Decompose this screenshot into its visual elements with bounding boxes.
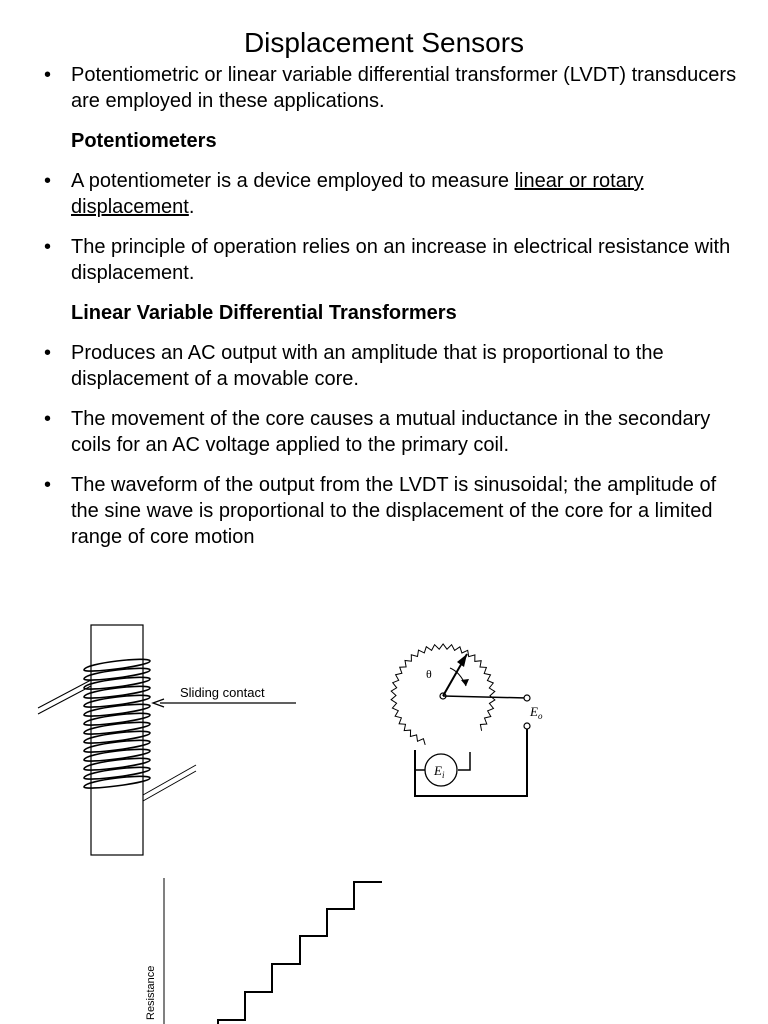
bullet-text: The movement of the core causes a mutual inductance in the secondary coils for an AC voltage applied to the primary coil.: [71, 408, 711, 456]
page-title: Displacement Sensors: [243, 27, 525, 58]
underlined-text: linear or rotary displacement: [71, 170, 644, 218]
bullet-text-end: .: [188, 196, 195, 218]
bullet-marker: •: [44, 408, 52, 430]
slide-content: [0, 62, 768, 564]
sliding-contact-label: Sliding contact: [180, 685, 265, 700]
output-terminal: [524, 723, 530, 729]
bullet-marker: •: [44, 342, 52, 364]
bullet-text: A potentiometer is a device employed to measure: [71, 170, 515, 192]
input-voltage-label: $E_i$: [434, 763, 445, 780]
coil-turn: [84, 776, 150, 788]
bullet-text: Produces an AC output with an amplitude that is proportional to the displacement of a movable core.: [71, 342, 664, 390]
lead-wire: [143, 765, 196, 795]
lead-wire: [38, 686, 91, 714]
list-item: [0, 340, 768, 392]
bullet-marker: •: [44, 64, 52, 86]
output-terminal: [524, 695, 530, 701]
resistance-staircase: [218, 882, 382, 1024]
circuit-wire: [458, 752, 470, 770]
resistance-step-figure: [130, 870, 400, 1024]
theta-label: θ: [426, 667, 432, 681]
y-axis-label: Resistance: [145, 965, 157, 1020]
list-item: [0, 168, 768, 220]
bullet-text: The principle of operation relies on an increase in electrical resistance with displacement.: [71, 236, 731, 284]
output-wire: [443, 696, 527, 698]
list-item: [0, 406, 768, 458]
lead-wire: [143, 771, 196, 801]
output-voltage-label: $E_o$: [530, 704, 543, 721]
section-heading-lvdt: Linear Variable Differential Transformers: [71, 302, 457, 324]
bullet-marker: •: [44, 236, 52, 258]
list-item: [0, 234, 768, 286]
bullet-text: Potentiometric or linear variable differential transformer (LVDT) transducers are employed in these applications.: [71, 64, 737, 112]
linear-potentiometer-figure: [0, 600, 320, 870]
coil-windings: [84, 659, 150, 788]
rotary-potentiometer-figure: [370, 620, 570, 810]
bullet-text: The waveform of the output from the LVDT is sinusoidal; the amplitude of the sine wave is proportional to the displacement of the core for a limited range of core motion: [71, 474, 717, 548]
list-item: [0, 472, 768, 550]
list-item: [0, 62, 768, 114]
bullet-marker: •: [44, 170, 52, 192]
section-heading-potentiometers: Potentiometers: [71, 130, 217, 152]
wiper-arrowhead: [457, 654, 467, 667]
bullet-marker: •: [44, 474, 52, 496]
lead-wire: [38, 680, 91, 708]
